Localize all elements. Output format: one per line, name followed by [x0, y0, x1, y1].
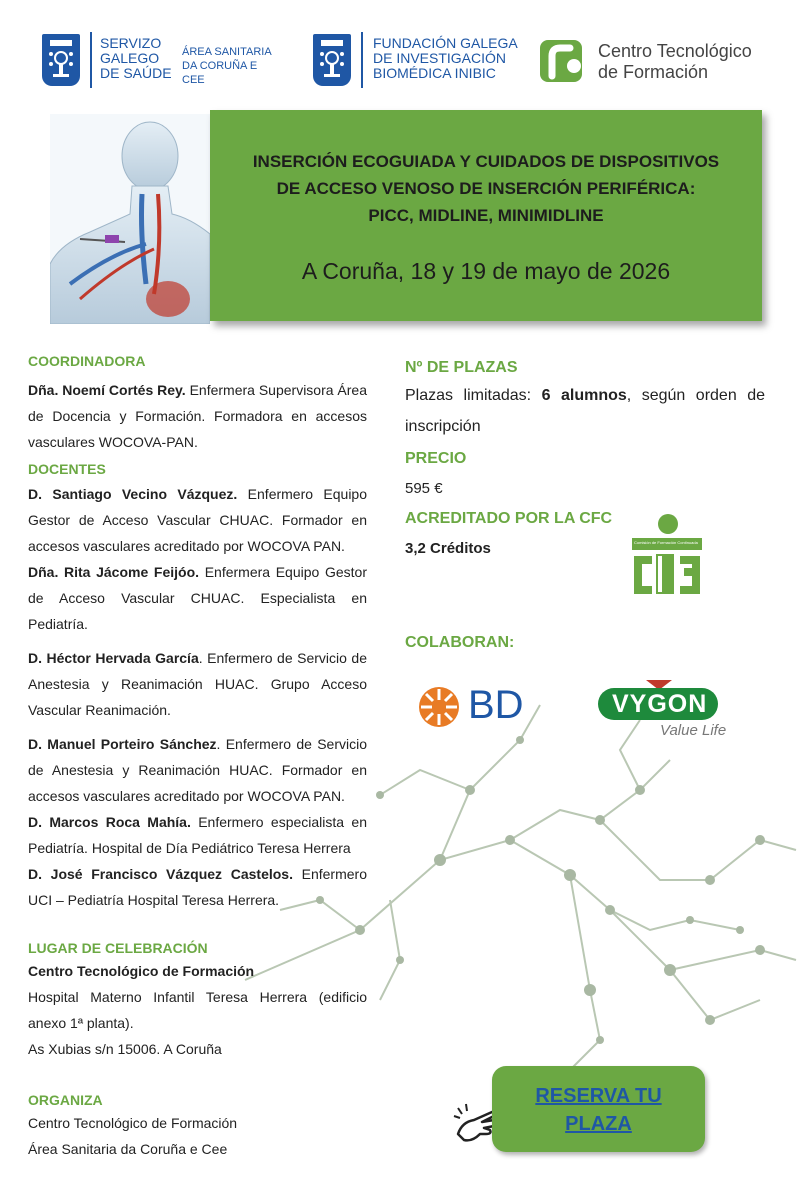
- docente-name: D. Manuel Porteiro Sánchez: [28, 736, 217, 752]
- docente-desc: Enfermero UCI – Pediatría Hospital Teresa Herrera.: [28, 866, 367, 908]
- ctf-logo: [540, 36, 770, 86]
- title-line-2: DE ACCESO VENOSO DE INSERCIÓN PERIFÉRICA:: [276, 179, 696, 198]
- course-title: [210, 148, 762, 229]
- organiza-section: [28, 1090, 367, 1162]
- reserva-plaza-button[interactable]: [492, 1066, 705, 1152]
- docente-name: Dña. Rita Jácome Feijóo.: [28, 564, 200, 580]
- lugar-name: Centro Tecnológico de Formación: [28, 963, 255, 979]
- organiza-line-2: Área Sanitaria da Coruña e Cee: [28, 1141, 228, 1157]
- sergas-logo: [42, 32, 282, 88]
- colaboran-heading: COLABORAN:: [405, 634, 515, 651]
- ctf-emblem-icon: [540, 36, 590, 86]
- title-line-1: INSERCIÓN ECOGUIADA Y CUIDADOS DE DISPOSITIVOS: [252, 152, 720, 171]
- docente-item: [28, 481, 367, 559]
- docente-desc: Enfermera Equipo Gestor de Acceso Vascular CHUAC. Especialista en Pediatría.: [28, 564, 367, 632]
- plazas-count: 6 alumnos: [541, 387, 627, 404]
- plazas-post: , según orden de inscripción: [405, 387, 766, 435]
- docente-desc: Enfermero Equipo Gestor de Acceso Vascular CHUAC. Formador en accesos vasculares acreditado por WOCOVA PAN.: [28, 486, 368, 554]
- docente-item: [28, 809, 367, 861]
- anatomy-illustration: [50, 114, 210, 324]
- area-line1: ÁREA SANITARIA: [182, 46, 272, 58]
- docente-name: D. Santiago Vecino Vázquez.: [28, 486, 238, 502]
- right-column: [405, 356, 765, 652]
- shield-icon: [313, 34, 351, 86]
- reserva-line-1[interactable]: RESERVA TU: [535, 1085, 662, 1107]
- inibic-line1: FUNDACIÓN GALEGA: [373, 35, 518, 51]
- docente-desc: . Enfermero de Servicio de Anestesia y Reanimación HUAC. Formador en accesos vasculares acreditado por WOCOVA PAN.: [28, 736, 367, 804]
- organiza-heading: ORGANIZA: [28, 1092, 103, 1108]
- precio-value: 595 €: [405, 480, 443, 497]
- coordinadora-heading: COORDINADORA: [28, 353, 146, 369]
- lugar-address-2: As Xubias s/n 15006. A Coruña: [28, 1041, 222, 1057]
- vygon-tagline: Value Life: [660, 722, 727, 739]
- inibic-logo: [313, 32, 533, 88]
- title-line-3: PICC, MIDLINE, MINIMIDLINE: [368, 206, 604, 225]
- vygon-logo: [598, 680, 738, 740]
- sergas-line2: GALEGO: [100, 50, 160, 66]
- plazas-text: [405, 380, 765, 442]
- plazas-heading: Nº DE PLAZAS: [405, 359, 518, 376]
- docente-item: [28, 559, 367, 637]
- ctf-line1: Centro Tecnológico: [598, 41, 752, 61]
- lugar-section: [28, 938, 367, 1062]
- precio-heading: PRECIO: [405, 450, 467, 467]
- docente-item: [28, 731, 367, 809]
- docente-desc: . Enfermero de Servicio de Anestesia y Reanimación HUAC. Grupo Acceso Vascular Reanimación.: [28, 650, 368, 718]
- docente-item: [28, 861, 367, 913]
- vygon-text: VYGON: [612, 690, 708, 718]
- ctf-line2: de Formación: [598, 62, 709, 82]
- title-banner: [210, 110, 762, 321]
- left-column: [28, 353, 367, 913]
- course-date: A Coruña, 18 y 19 de mayo de 2026: [301, 258, 671, 284]
- sergas-line1: SERVIZO: [100, 35, 162, 51]
- docente-name: D. Marcos Roca Mahía.: [28, 814, 191, 830]
- area-line2: DA CORUÑA E CEE: [182, 60, 258, 86]
- coordinadora-desc: Enfermera Supervisora Área de Docencia y Formación. Formadora en accesos vasculares WOCOVA-PAN.: [28, 382, 367, 450]
- bd-logo: [418, 685, 538, 729]
- coordinadora-text: [28, 377, 367, 455]
- inibic-line2: DE INVESTIGACIÓN: [373, 50, 507, 66]
- bd-text: BD: [468, 683, 524, 727]
- docentes-heading: DOCENTES: [28, 461, 106, 477]
- lugar-heading: LUGAR DE CELEBRACIÓN: [28, 940, 208, 956]
- sergas-line3: DE SAÚDE: [100, 65, 172, 81]
- shield-icon: [42, 34, 80, 86]
- creditos-value: 3,2 Créditos: [405, 540, 491, 557]
- lugar-address-1: Hospital Materno Infantil Teresa Herrera (edificio anexo 1ª planta).: [28, 989, 367, 1031]
- cfc-logo: [628, 514, 704, 600]
- inibic-line3: BIOMÉDICA INIBIC: [373, 65, 496, 81]
- acreditado-heading: ACREDITADO POR LA CFC: [405, 510, 613, 527]
- docente-item: [28, 645, 367, 723]
- docente-desc: Enfermero especialista en Pediatría. Hospital de Día Pediátrico Teresa Herrera: [28, 814, 367, 856]
- organiza-line-1: Centro Tecnológico de Formación: [28, 1115, 238, 1131]
- docente-name: D. José Francisco Vázquez Castelos.: [28, 866, 293, 882]
- reserva-line-2[interactable]: PLAZA: [565, 1113, 632, 1135]
- cfc-logo-text: Comisión de Formación Continuada: [634, 540, 698, 545]
- docente-name: D. Héctor Hervada García: [28, 650, 199, 666]
- plazas-pre: Plazas limitadas:: [405, 387, 542, 404]
- bd-sunburst-icon: [418, 686, 460, 728]
- coordinadora-name: Dña. Noemí Cortés Rey.: [28, 382, 186, 398]
